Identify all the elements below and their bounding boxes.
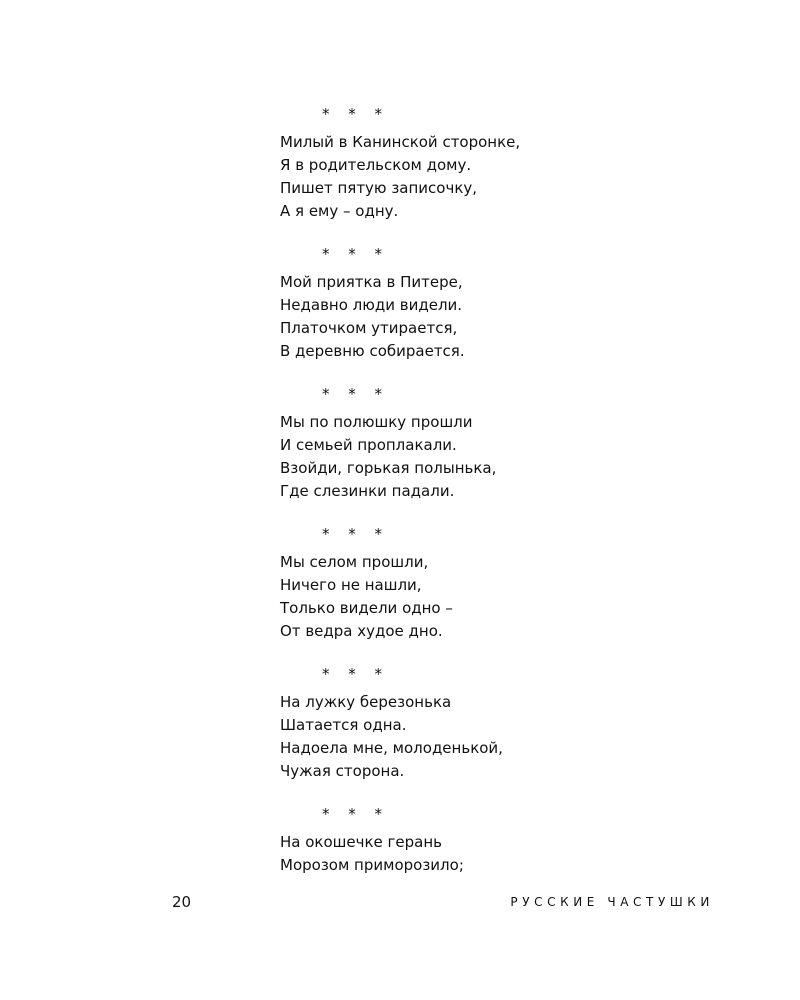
verse-line: Морозом приморозило; [280,856,464,874]
verse-line: Мы селом прошли, [280,553,429,571]
stanza [280,102,720,223]
verse-line: Милый в Канинской сторонке, [280,133,521,151]
verse-line: От ведра худое дно. [280,622,443,640]
verse-line: Мой приятка в Питере, [280,273,463,291]
verse-line: На лужку березонька [280,693,452,711]
stanza-separator: * * * [322,805,390,823]
verse-line: Платочком утирается, [280,319,458,337]
verse-line: Пишет пятую записочку, [280,179,478,197]
verse-line: А я ему – одну. [280,202,399,220]
stanza [280,242,720,363]
poem-column [280,102,720,896]
page-number: 20 [172,893,192,911]
running-title: РУССКИЕ ЧАСТУШКИ [510,895,714,909]
stanza-separator: * * * [322,385,390,403]
stanza [280,522,720,643]
stanza-separator: * * * [322,525,390,543]
verse-line: Чужая сторона. [280,762,405,780]
verse-line: Где слезинки падали. [280,482,455,500]
verse-line: Надоела мне, молоденькой, [280,739,503,757]
stanza [280,802,720,877]
verse-line: Я в родительском дому. [280,156,472,174]
verse-line: Только видели одно – [280,599,453,617]
stanza-separator: * * * [322,105,390,123]
verse-line: Взойди, горькая полынька, [280,459,497,477]
stanza [280,662,720,783]
verse-line: Недавно люди видели. [280,296,463,314]
stanza [280,382,720,503]
verse-line: Ничего не нашли, [280,576,422,594]
verse-line: На окошечке герань [280,833,442,851]
stanza-separator: * * * [322,665,390,683]
verse-line: Шатается одна. [280,716,407,734]
verse-line: В деревню собирается. [280,342,465,360]
verse-line: Мы по полюшку прошли [280,413,473,431]
verse-line: И семьей проплакали. [280,436,457,454]
stanza-separator: * * * [322,245,390,263]
